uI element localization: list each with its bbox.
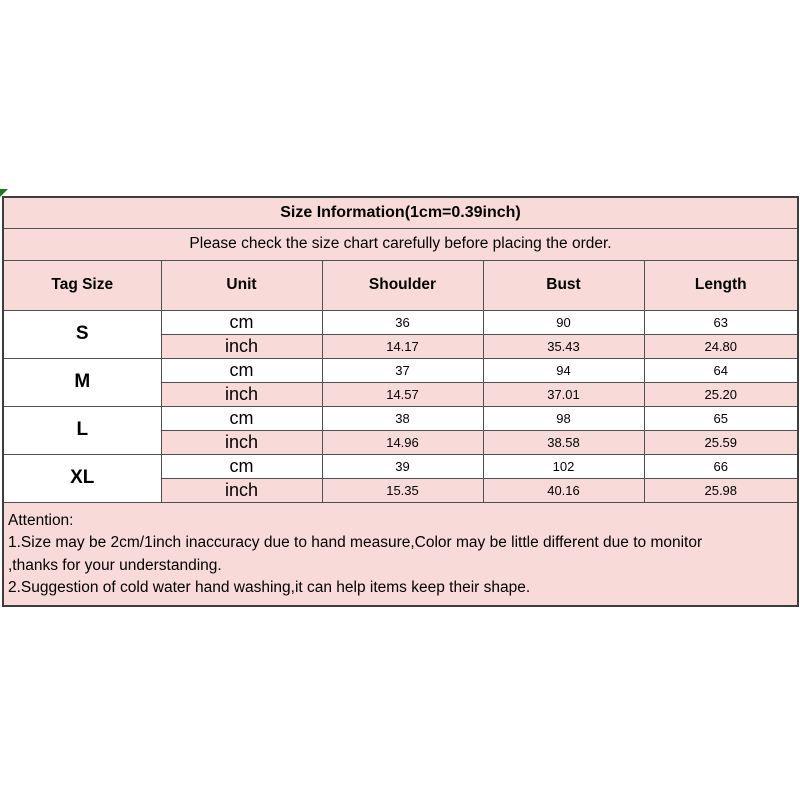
unit-label: inch [161,430,322,454]
value-cell: 39 [322,454,483,478]
value-cell: 64 [644,358,798,382]
attention-heading: Attention: [8,511,74,529]
table-title: Size Information(1cm=0.39inch) [3,197,798,228]
attention-note [3,502,798,606]
unit-label: cm [161,310,322,334]
value-cell: 14.57 [322,382,483,406]
value-cell: 38.58 [483,430,644,454]
column-header-unit: Unit [161,260,322,310]
value-cell: 15.35 [322,478,483,502]
tag-size-m: M [3,358,161,406]
corner-marker-icon [0,189,8,197]
attention-line: 1.Size may be 2cm/1inch inaccuracy due to hand measure,Color may be little different due to monitor [8,534,703,551]
attention-line: 2.Suggestion of cold water hand washing,it can help items keep their shape. [8,579,531,596]
value-cell: 37 [322,358,483,382]
unit-label: inch [161,382,322,406]
attention-row [3,502,798,606]
value-cell: 66 [644,454,798,478]
column-header-length: Length [644,260,798,310]
value-cell: 102 [483,454,644,478]
size-chart [2,196,797,607]
column-header-bust: Bust [483,260,644,310]
subtitle-row [3,228,798,260]
tag-size-s: S [3,310,161,358]
attention-line: ,thanks for your understanding. [8,556,222,574]
size-table [2,196,799,607]
value-cell: 40.16 [483,478,644,502]
title-row [3,197,798,228]
value-cell: 90 [483,310,644,334]
table-row-l-cm [3,406,798,430]
unit-label: inch [161,478,322,502]
header-row [3,260,798,310]
value-cell: 36 [322,310,483,334]
column-header-shoulder: Shoulder [322,260,483,310]
value-cell: 35.43 [483,334,644,358]
column-header-tag-size: Tag Size [3,260,161,310]
unit-label: cm [161,406,322,430]
value-cell: 25.59 [644,430,798,454]
unit-label: cm [161,454,322,478]
value-cell: 94 [483,358,644,382]
value-cell: 25.98 [644,478,798,502]
value-cell: 37.01 [483,382,644,406]
table-subtitle: Please check the size chart carefully before placing the order. [3,228,798,260]
table-row-xl-cm [3,454,798,478]
value-cell: 38 [322,406,483,430]
value-cell: 63 [644,310,798,334]
value-cell: 98 [483,406,644,430]
table-row-s-cm [3,310,798,334]
value-cell: 65 [644,406,798,430]
tag-size-l: L [3,406,161,454]
value-cell: 24.80 [644,334,798,358]
unit-label: cm [161,358,322,382]
value-cell: 14.96 [322,430,483,454]
value-cell: 14.17 [322,334,483,358]
table-row-m-cm [3,358,798,382]
tag-size-xl: XL [3,454,161,502]
value-cell: 25.20 [644,382,798,406]
unit-label: inch [161,334,322,358]
